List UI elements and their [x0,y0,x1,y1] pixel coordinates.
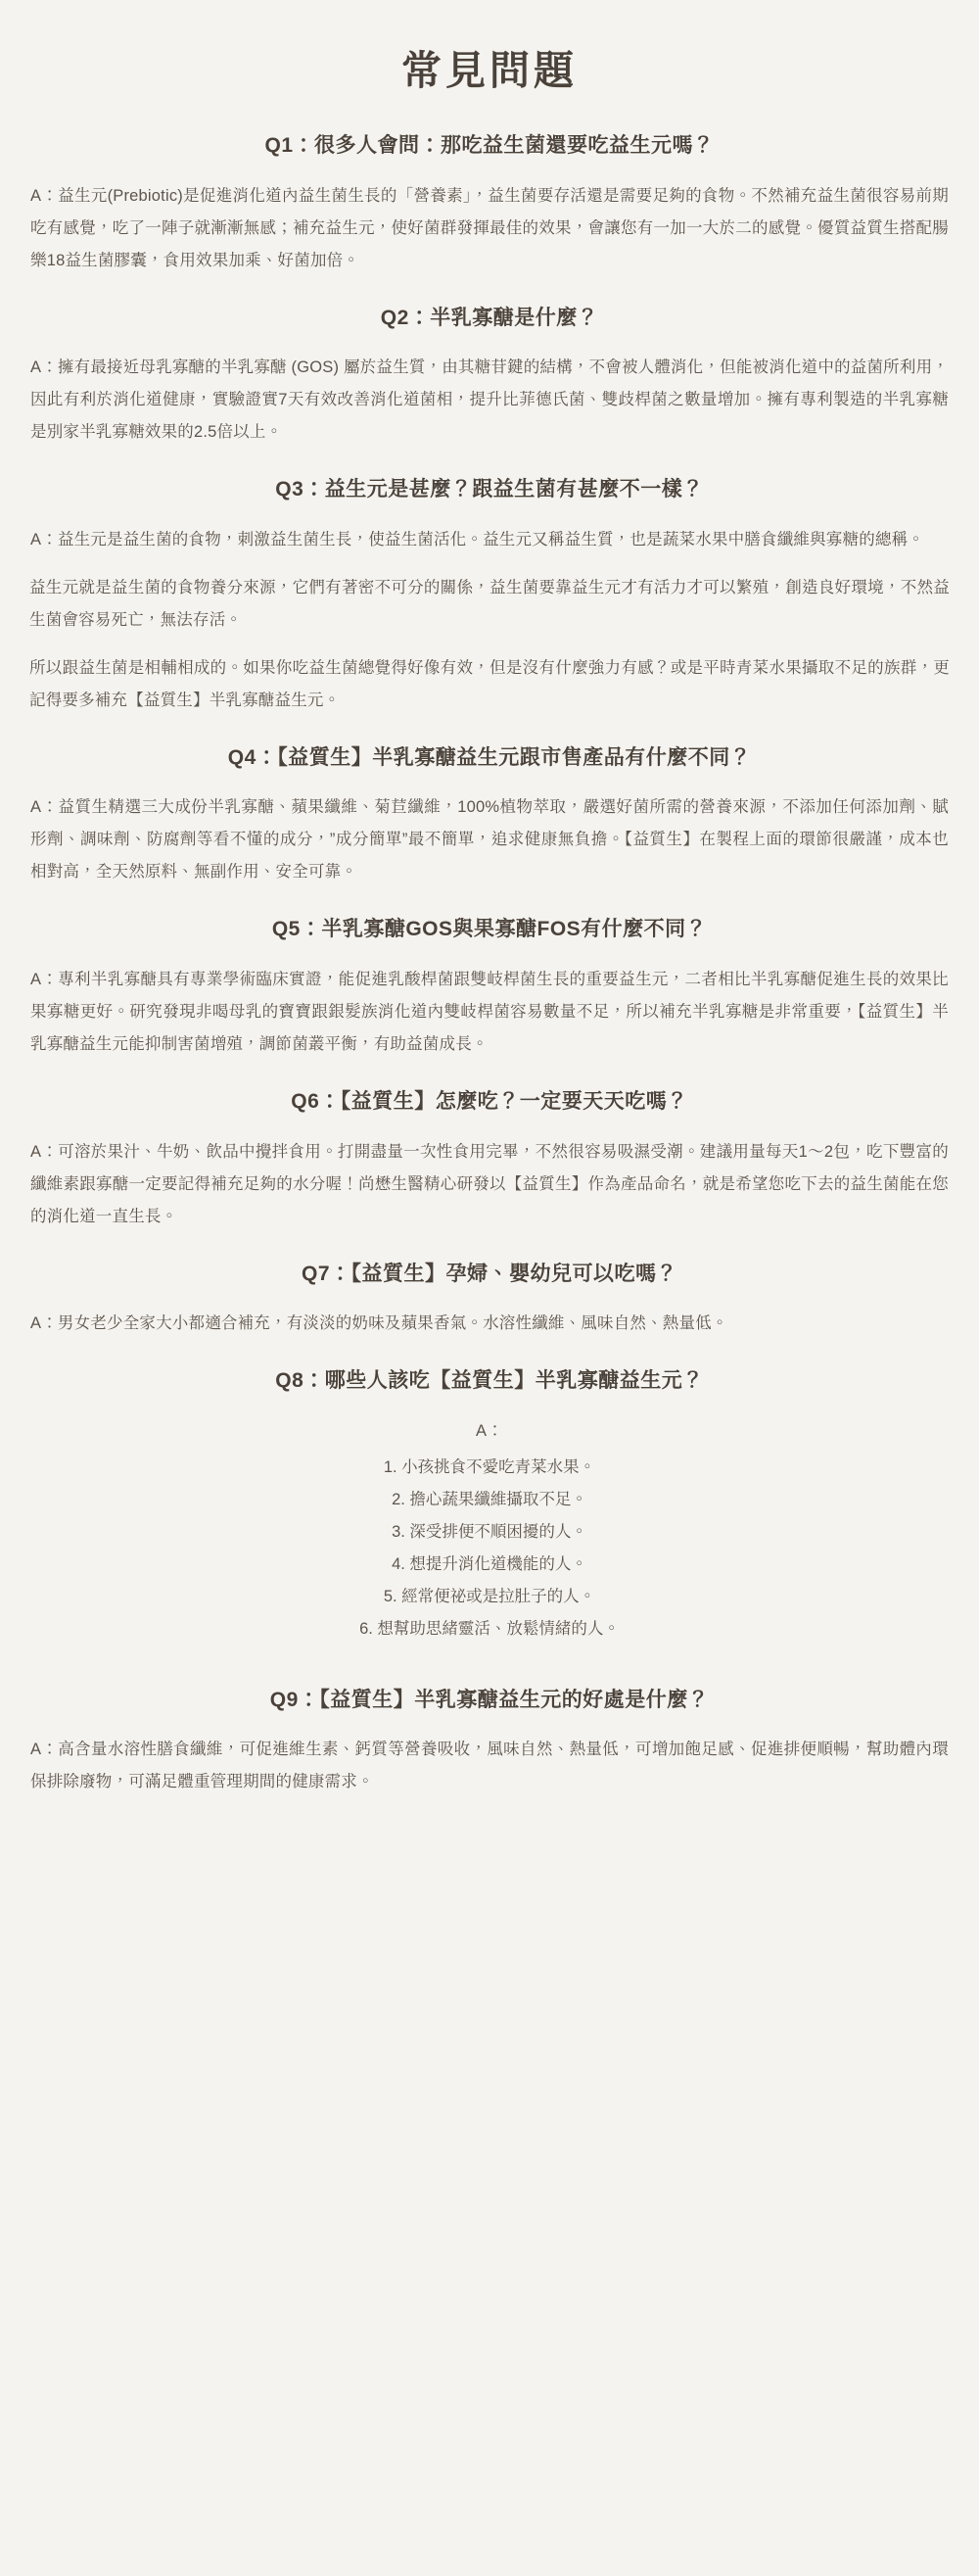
faq-question: Q1：很多人會問：那吃益生菌還要吃益生元嗎？ [264,134,715,158]
list-item: 想幫助思緒靈活、放鬆情緒的人。 [377,1619,620,1638]
faq-question: Q7：【益質生】孕婦、嬰幼兒可以吃嗎？ [301,1262,677,1285]
faq-item-7 [29,1259,950,1341]
faq-answer: A：可溶於果汁、牛奶、飲品中攪拌食用。打開盡量一次性食用完畢，不然很容易吸濕受潮。建議用量每天1～2包，吃下豐富的纖維素跟寡醣一定要記得補充足夠的水分喔！尚懋生醫精心研發以【益質生】作為產品命名，就是希望您吃下去的益生菌能在您的消化道一直生長。 [30,1142,949,1225]
faq-answer-list-inner [359,1415,620,1659]
faq-question: Q2：半乳寡醣是什麼？ [380,306,599,329]
faq-question: Q6：【益質生】怎麼吃？一定要天天吃嗎？ [291,1090,688,1114]
faq-answer: A：益質生精選三大成份半乳寡醣、蘋果纖維、菊苣纖維，100%植物萃取，嚴選好菌所需的營養來源，不添加任何添加劑、賦形劑、調味劑、防腐劑等看不懂的成分，”成分簡單”最不簡單，追求健康無負擔。【益質生】在製程上面的環節很嚴謹，成本也相對高，全天然原料、無副作用、安全可靠。 [30,798,949,882]
faq-answer-list-wrapper [29,1415,950,1659]
faq-answer: A：擁有最接近母乳寡醣的半乳寡醣 (GOS) 屬於益生質，由其糖苷鍵的結構，不會被人體消化，但能被消化道中的益菌所利用，因此有利於消化道健康，實驗證實7天有效改善消化道菌相，提升比菲德氏菌、雙歧桿菌之數量增加。擁有專利製造的半乳寡糖是別家半乳寡糖效果的2.5倍以上。 [30,358,949,442]
faq-answer: A：益生元是益生菌的食物，刺激益生菌生長，使益生菌活化。益生元又稱益生質，也是蔬菜水果中膳食纖維與寡糖的總稱。 [30,530,925,549]
faq-item-2 [29,303,950,450]
faq-question: Q9：【益質生】半乳寡醣益生元的好處是什麼？ [269,1688,710,1711]
faq-answer: A：男女老少全家大小都適合補充，有淡淡的奶味及蘋果香氣。水溶性纖維、風味自然、熱量低。 [30,1314,728,1333]
faq-answer: A：專利半乳寡醣具有專業學術臨床實證，能促進乳酸桿菌跟雙岐桿菌生長的重要益生元，二者相比半乳寡醣促進生長的效果比果寡糖更好。研究發現非喝母乳的寶寶跟銀髮族消化道內雙岐桿菌容易數量不足，所以補充半乳寡糖是非常重要，【益質生】半乳寡醣益生元能抑制害菌增殖，調節菌叢平衡，有助益菌成長。 [30,971,949,1054]
faq-answer-list [359,1452,620,1646]
faq-item-9 [29,1685,950,1799]
faq-item-6 [29,1086,950,1233]
faq-answer: A：高含量水溶性膳食纖維，可促進維生素、鈣質等營養吸收，風味自然、熱量低，可增加飽足感、促進排便順暢，幫助體內環保排除廢物，可滿足體重管理期間的健康需求。 [30,1741,949,1791]
faq-question: Q4：【益質生】半乳寡醣益生元跟市售產品有什麼不同？ [227,745,752,769]
page-title: 常見問題 [401,48,578,93]
faq-question: Q8：哪些人該吃【益質生】半乳寡醣益生元？ [275,1369,704,1393]
list-item: 擔心蔬果纖維攝取不足。 [409,1490,587,1508]
faq-answer-paragraph: 所以跟益生菌是相輔相成的。如果你吃益生菌總覺得好像有效，但是沒有什麼強力有感？或是平時青菜水果攝取不足的族群，更記得要多補充【益質生】半乳寡醣益生元。 [29,658,950,709]
faq-item-5 [29,914,950,1061]
faq-item-8 [29,1365,950,1659]
faq-item-1 [29,130,950,277]
faq-item-4 [29,742,950,889]
list-item: 深受排便不順困擾的人。 [409,1522,587,1541]
faq-answer-paragraph: 益生元就是益生菌的食物養分來源，它們有著密不可分的關係，益生菌要靠益生元才有活力才可以繁殖，創造良好環境，不然益生菌會容易死亡，無法存活。 [29,578,950,629]
faq-answer: A：益生元(Prebiotic)是促進消化道內益生菌生長的「營養素」，益生菌要存活還是需要足夠的食物。不然補充益生菌很容易前期吃有感覺，吃了一陣子就漸漸無感；補充益生元，使好菌群發揮最佳的效果，會讓您有一加一大於二的感覺。優質益質生搭配腸樂18益生菌膠囊，食用效果加乘、好菌加倍。 [30,186,949,269]
faq-answer: A： [476,1421,503,1440]
faq-item-3 [29,474,950,717]
list-item: 想提升消化道機能的人。 [409,1554,587,1573]
list-item: 小孩挑食不愛吃青菜水果。 [401,1457,596,1476]
faq-question: Q3：益生元是甚麼？跟益生菌有甚麼不一樣？ [275,478,704,501]
faq-question: Q5：半乳寡醣GOS與果寡醣FOS有什麼不同？ [271,918,708,941]
list-item: 經常便祕或是拉肚子的人。 [401,1587,596,1605]
